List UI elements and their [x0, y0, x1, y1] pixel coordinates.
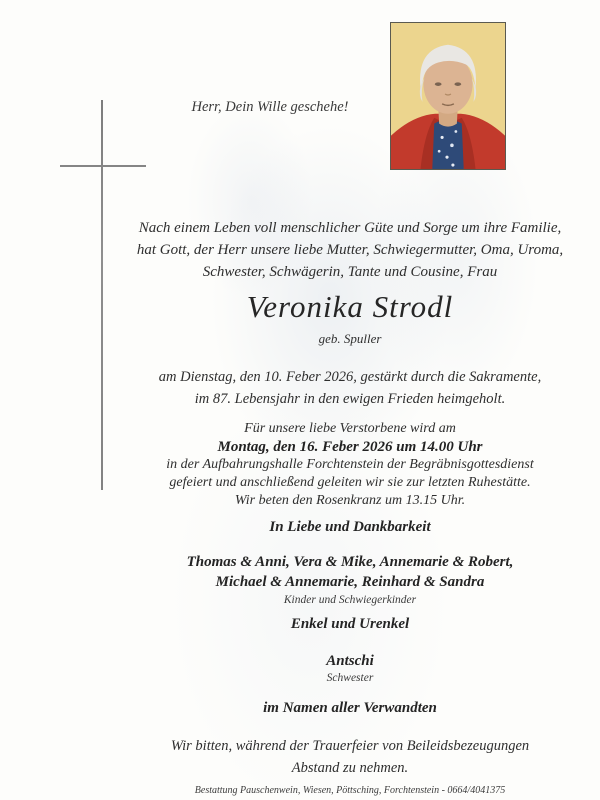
service-line-4: gefeiert und anschließend geleiten wir sie zur letzten Ruhestätte. — [169, 475, 531, 490]
death-info-line-2: im 87. Lebensjahr in den ewigen Frieden heimgeholt. — [194, 391, 506, 407]
children-names-line-2: Michael & Annemarie, Reinhard & Sandra — [215, 574, 485, 590]
sister-name: Antschi — [326, 653, 374, 669]
relatives-line: im Namen aller Verwandten — [263, 700, 437, 716]
intro-paragraph — [100, 217, 600, 283]
deceased-portrait-photo — [390, 22, 506, 170]
death-info-line-1: am Dienstag, den 10. Feber 2026, gestärkt durch die Sakramente, — [158, 369, 542, 385]
children-caption: Kinder und Schwiegerkinder — [283, 594, 417, 606]
maiden-name: geb. Spuller — [318, 331, 382, 346]
funeral-home-footer: Bestattung Pauschenwein, Wiesen, Pöttsching, Forchtenstein - 0664/4041375 — [194, 785, 506, 796]
funeral-service-paragraph — [100, 420, 600, 510]
deceased-name: Veronika Strodl — [246, 289, 454, 324]
portrait-illustration — [391, 23, 505, 169]
epigraph-quote: Herr, Dein Wille geschehe! — [191, 99, 349, 115]
closing-phrase: In Liebe und Dankbarkeit — [269, 519, 431, 535]
sister-block — [100, 652, 600, 686]
intro-line-2: hat Gott, der Herr unsere liebe Mutter, Schwiegermutter, Oma, Uroma, — [136, 242, 564, 258]
intro-line-1: Nach einem Leben voll menschlicher Güte und Sorge um ihre Familie, — [138, 220, 562, 236]
condolence-line-2: Abstand zu nehmen. — [291, 760, 409, 776]
children-names-block — [100, 552, 600, 608]
condolence-note — [100, 735, 600, 779]
service-rosary-line: Wir beten den Rosenkranz um 13.15 Uhr. — [234, 493, 466, 508]
service-line-3: in der Aufbahrungshalle Forchtenstein der Begräbnisgottesdienst — [166, 457, 534, 472]
children-names-line-1: Thomas & Anni, Vera & Mike, Annemarie & Robert, — [186, 554, 514, 570]
grandchildren-line: Enkel und Urenkel — [290, 616, 410, 632]
death-info-paragraph — [100, 366, 600, 410]
cross-icon-bar — [60, 165, 146, 167]
service-datetime: Montag, den 16. Feber 2026 um 14.00 Uhr — [217, 439, 483, 455]
service-line-1: Für unsere liebe Verstorbene wird am — [244, 421, 456, 436]
condolence-line-1: Wir bitten, während der Trauerfeier von Beileidsbezeugungen — [170, 738, 530, 754]
sister-caption: Schwester — [326, 672, 374, 684]
intro-line-3: Schwester, Schwägerin, Tante und Cousine, Frau — [202, 264, 498, 280]
